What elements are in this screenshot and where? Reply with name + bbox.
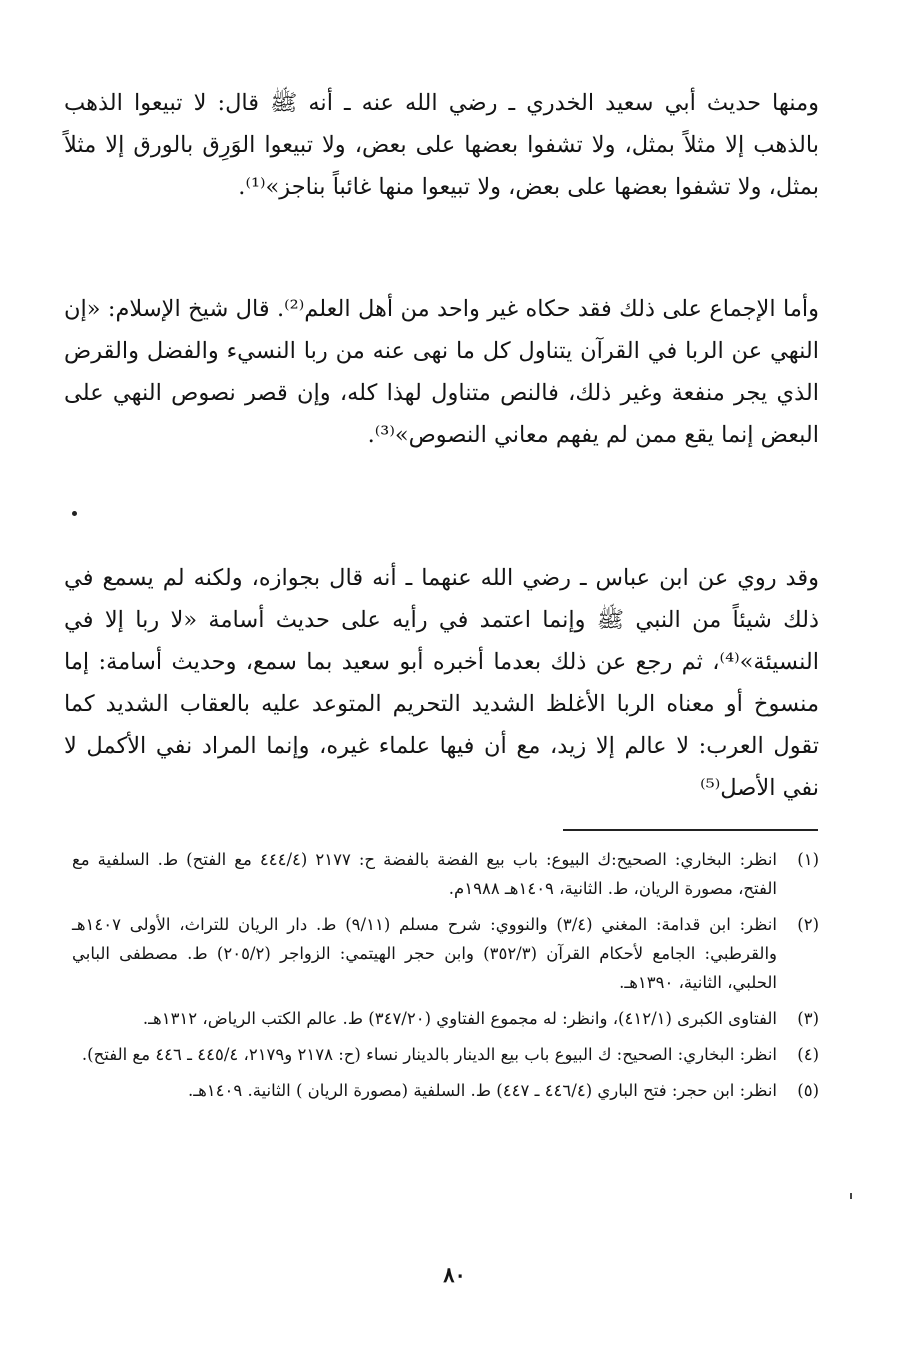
footnote-text: انظر: ابن حجر: فتح الباري (٤٤٦/٤ ـ ٤٤٧) ط. السلفية (مصورة الريان ) الثانية. ١٤٠٩هـ.: [188, 1081, 777, 1100]
footnote-number: (٣): [797, 1009, 819, 1028]
footnote-5: [72, 1076, 819, 1105]
stray-dot-mark: [72, 511, 77, 516]
footnote-separator: [563, 829, 818, 831]
footnote-1: [72, 845, 819, 903]
footnote-text: انظر: ابن قدامة: المغني (٣/٤) والنووي: شرح مسلم (٩/١١) ط. دار الريان للتراث، الأولى ١٤٠٧هـ والقرطبي: الجامع لأحكام القرآن (٣٥٢/٣) وابن حجر الهيتمي: الزواجر (٢٠٥/٢) ط. مصطفى البابي الحلبي، الثانية، ١٣٩٠هـ.: [72, 915, 778, 992]
footnotes: [72, 845, 819, 1112]
footnote-number: (٥): [797, 1081, 819, 1100]
footnote-number: (٤): [797, 1045, 819, 1064]
margin-mark: [850, 1193, 852, 1199]
footnote-4: [72, 1040, 819, 1069]
paragraph-ijma: وأما الإجماع على ذلك فقد حكاه غير واحد من أهل العلم⁽²⁾. قال شيخ الإسلام: «إن النهي عن الربا في القرآن يتناول كل ما نهى عنه من ربا النسيء والفضل والقرض الذي يجر منفعة وغير ذلك، فالنص متناول لهذا كله، وإن قصر نصوص النهي على البعض إنما يقع ممن لم يفهم معاني النصوص»⁽³⁾.: [64, 296, 819, 448]
footnote-text: الفتاوى الكبرى (٤١٢/١)، وانظر: له مجموع الفتاوي (٣٤٧/٢٠) ط. عالم الكتب الرياض، ١٣١٢هـ.: [142, 1009, 777, 1028]
footnote-text: انظر: البخاري: الصحيح: ك البيوع باب بيع الدينار بالدينار نساء (ح: ٢١٧٨ و٢١٧٩، ٤٤٥/٤ ـ ٤٤٦ مع الفتح).: [81, 1045, 777, 1064]
footnote-number: (١): [797, 850, 819, 869]
footnote-number: (٢): [797, 915, 819, 934]
footnote-2: [72, 910, 819, 997]
footnote-3: [72, 1004, 819, 1033]
paragraph-ibn-abbas: وقد روي عن ابن عباس ـ رضي الله عنهما ـ أنه قال بجوازه، ولكنه لم يسمع في ذلك شيئاً من النبي ﷺ وإنما اعتمد في رأيه على حديث أسامة «لا ربا إلا في النسيئة»⁽⁴⁾، ثم رجع عن ذلك بعدما أخبره أبو سعيد بما سمع، وحديث أسامة: إما منسوخ أو معناه الربا الأغلظ الشديد التحريم المتوعد عليه بالعقاب الشديد كما تقول العرب: لا عالم إلا زيد، مع أن فيها علماء غيره، وإنما المراد نفي الأكمل لا نفي الأصل⁽⁵⁾: [64, 565, 819, 801]
page-number: ٨٠: [443, 1262, 466, 1287]
footnote-text: انظر: البخاري: الصحيح:ك البيوع: باب بيع الفضة بالفضة ح: ٢١٧٧ (٤٤٤/٤ مع الفتح) ط. السلفية مع الفتح، مصورة الريان، ط. الثانية، ١٤٠٩هـ ١٩٨٨م.: [72, 850, 778, 898]
paragraph-hadith-abu-said: ومنها حديث أبي سعيد الخدري ـ رضي الله عنه ـ أنه ﷺ قال: لا تبيعوا الذهب بالذهب إلا مثلاً بمثل، ولا تشفوا بعضها على بعض، ولا تبيعوا الوَرِق بالورق إلا مثلاً بمثل، ولا تشفوا بعضها على بعض، ولا تبيعوا منها غائباً بناجز»⁽¹⁾.: [64, 90, 819, 200]
